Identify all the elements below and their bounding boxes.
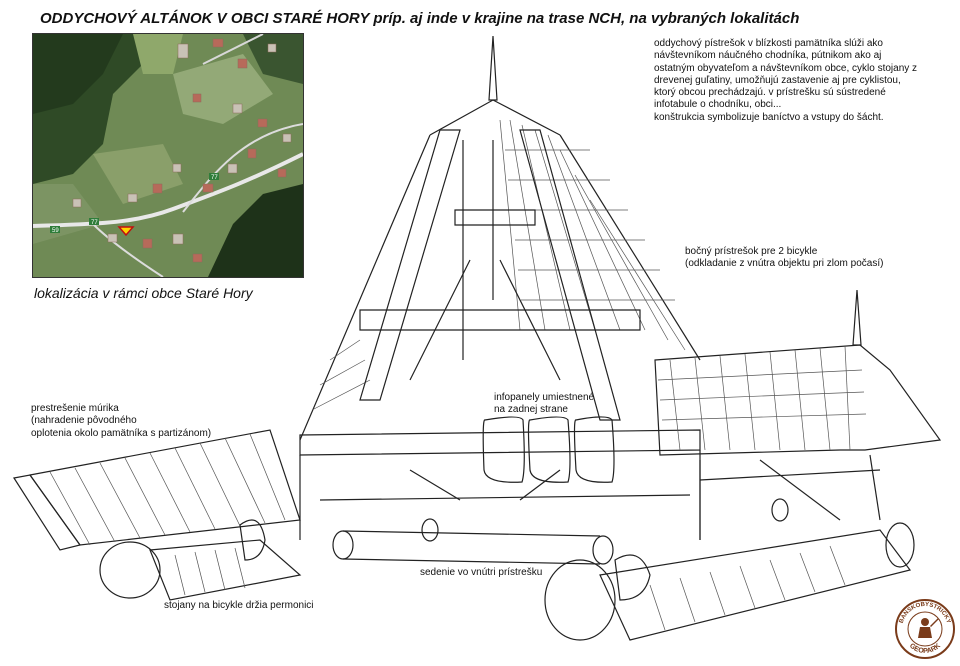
label-line: (odkladanie z vnútra objektu pri zlom počasí) <box>685 258 884 270</box>
side-shelter-label <box>685 246 883 271</box>
logo-top-text: BANSKOBYSTRICKÝ <box>898 601 952 625</box>
logo-bottom-text: GEOPARK <box>908 642 942 656</box>
description-line: drevenej guľatiny, umožňujú zastavenie aj pre cyklistou, <box>654 74 901 86</box>
road-label: 77 <box>211 175 218 181</box>
wall-roof-label <box>31 403 211 440</box>
geopark-logo <box>894 598 956 660</box>
description-line: konštrukcia symbolizuje baníctvo a vstupy do šácht. <box>654 111 884 123</box>
description-text <box>654 38 917 124</box>
description-line: ktorý obcou prechádzajú. v prístrešku sú sústredené <box>654 87 886 99</box>
title-main: ODDYCHOVÝ ALTÁNOK V OBCI STARÉ HORY <box>40 10 370 27</box>
label-line: prestrešenie múrika <box>31 403 119 414</box>
seating-label: sedenie vo vnútri prístrešku <box>420 567 543 578</box>
stands-label: stojany na bicykle držia permonici <box>164 600 314 611</box>
road-label: 77 <box>91 220 98 226</box>
description-line: ostatným obyvateľom a návštevníkom obce, cyklo stojany z <box>654 62 918 74</box>
label-line: (nahradenie pôvodného <box>31 415 137 427</box>
title-sub: príp. aj inde v krajine na trase NCH, na vybraných lokalitách <box>373 10 800 27</box>
description-line: návštevníkom náučného chodníka, pútnikom ako aj <box>654 50 882 62</box>
label-line: na zadnej strane <box>494 404 568 416</box>
road-label: 59 <box>52 228 59 234</box>
map-caption: lokalizácia v rámci obce Staré Hory <box>34 285 253 301</box>
description-line: oddychový pístrešok v blízkosti pamätníka slúži ako <box>654 38 883 49</box>
infopanels-label <box>494 392 594 417</box>
description-line: infotabule o chodníku, obci... <box>654 99 782 111</box>
label-line: infopanely umiestnené <box>494 392 595 403</box>
label-line: bočný prístrešok pre 2 bicykle <box>685 246 818 257</box>
label-line: oplotenia okolo pamätníka s partizánom) <box>31 427 212 439</box>
